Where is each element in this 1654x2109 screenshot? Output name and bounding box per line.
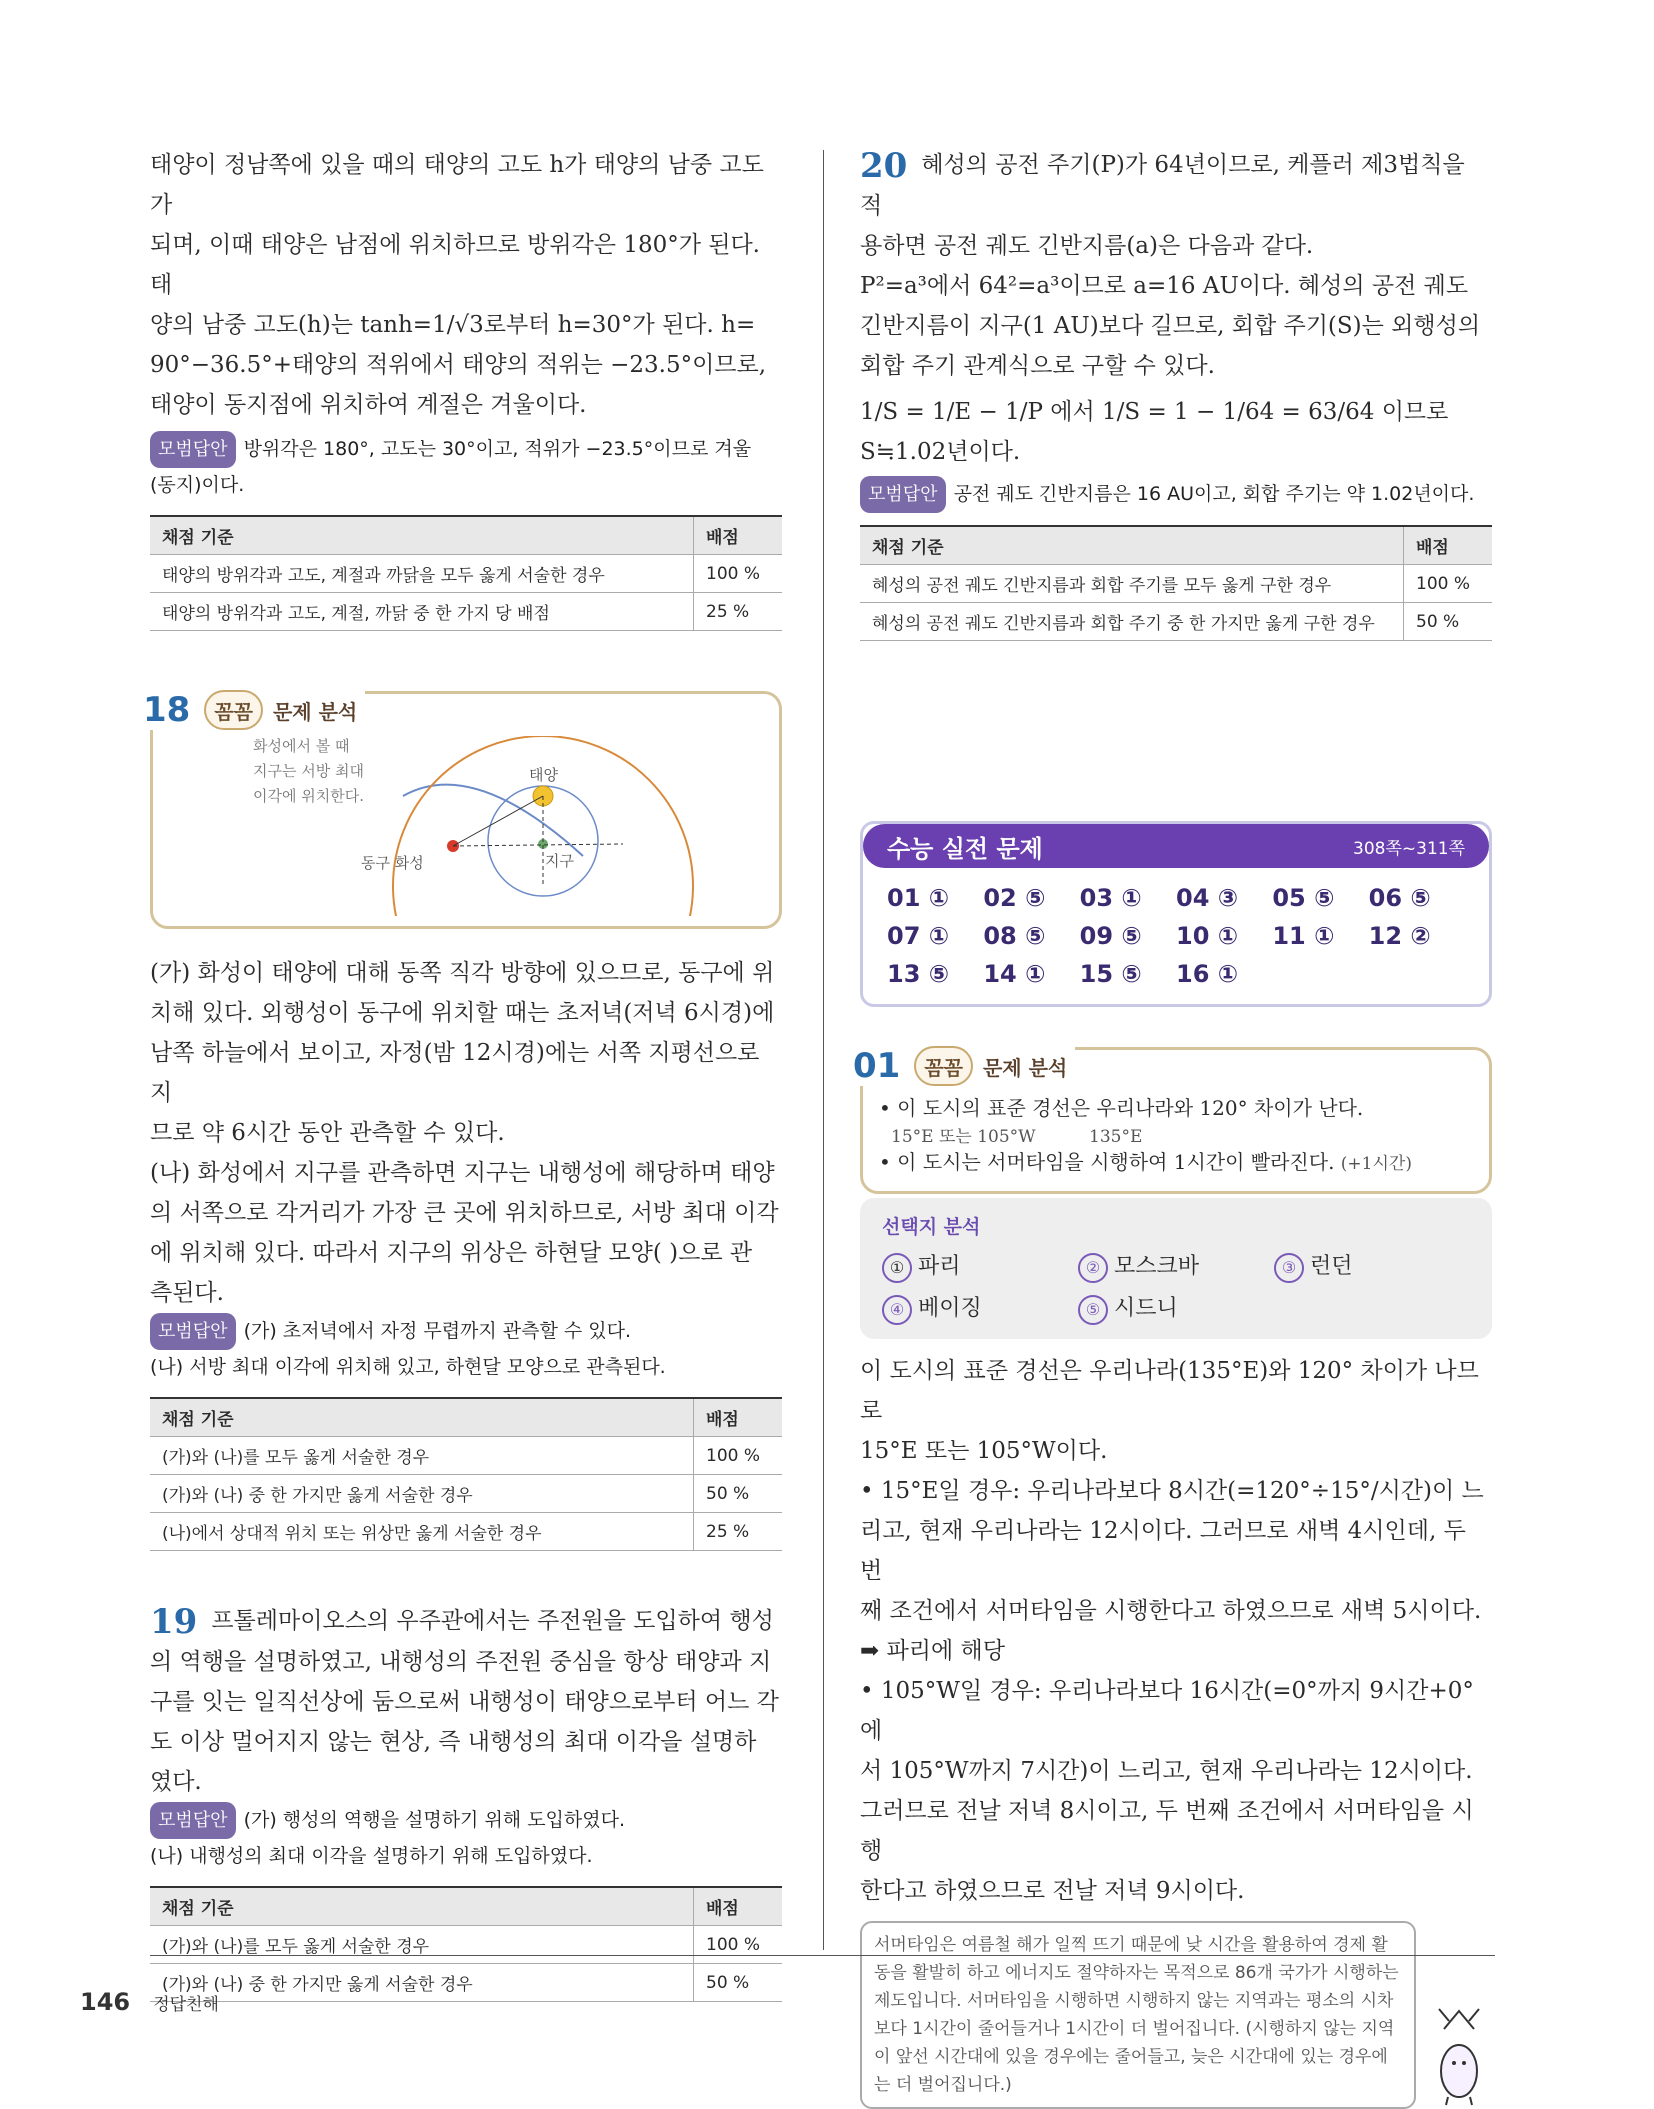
mars-label: 동구 화성 — [361, 854, 424, 872]
choice-text: 베이징 — [918, 1296, 982, 1321]
answer-item: 08 ⑤ — [983, 922, 1046, 950]
table-row — [860, 603, 1492, 641]
q19-line — [150, 1601, 782, 1642]
earth-label: 지구 — [545, 852, 574, 870]
score-header: 배점 — [694, 516, 783, 555]
q20-number: 20 — [860, 146, 908, 186]
q01-line: ➡ 파리에 해당 — [860, 1638, 1005, 1664]
diagram-note: 화성에서 볼 때 — [253, 737, 350, 755]
table-row — [150, 593, 782, 631]
q17-line: 양의 남중 고도(h)는 tanh=1/√3로부터 h=30°가 된다. h= — [150, 312, 756, 338]
q01-line: • 105°W일 경우: 우리나라보다 16시간(=0°까지 9시간+0°에 — [860, 1678, 1474, 1744]
answer-item: 05 ⑤ — [1272, 884, 1335, 912]
q19-model-answer — [150, 1802, 782, 1874]
q18-line: 측된다. — [150, 1280, 224, 1306]
planet-position-diagram — [253, 736, 753, 916]
answer-item: 13 ⑤ — [887, 960, 950, 988]
q20-line: 회합 주기 관계식으로 구할 수 있다. — [860, 353, 1215, 379]
answer-key-title: 수능 실전 문제 — [887, 834, 1043, 863]
analysis-label: 문제 분석 — [982, 1055, 1068, 1080]
score-criterion: (가)와 (나) 중 한 가지만 옳게 서술한 경우 — [150, 1475, 694, 1513]
q19-line: 의 역행을 설명하였고, 내행성의 주전원 중심을 항상 태양과 지 — [150, 1649, 772, 1675]
annotation: 15°E 또는 105°W — [891, 1127, 1036, 1147]
answer-item: 16 ① — [1176, 960, 1239, 988]
mascot-icon — [1424, 1999, 1492, 2109]
table-row — [150, 1437, 782, 1475]
q18-line: 남쪽 하늘에서 보이고, 자정(밤 12시경)에는 서쪽 지평선으로 지 — [150, 1040, 760, 1106]
answer-key-header — [863, 824, 1489, 868]
score-points: 100 % — [1404, 565, 1493, 603]
annotation: (+1시간) — [1340, 1154, 1412, 1174]
q01-line: 15°E 또는 105°W이다. — [860, 1438, 1108, 1464]
model-answer-badge: 모범답안 — [150, 1313, 236, 1350]
score-header: 채점 기준 — [860, 526, 1404, 565]
model-answer-line: 공전 궤도 긴반지름은 16 AU이고, 회합 주기는 약 1.02년이다. — [953, 483, 1475, 505]
sun-label: 태양 — [529, 766, 558, 784]
score-criterion: 태양의 방위각과 고도, 계절, 까닭 중 한 가지 당 배점 — [150, 593, 694, 631]
q01-line: 그러므로 전날 저녁 8시이고, 두 번째 조건에서 서머타임을 시행 — [860, 1798, 1474, 1864]
score-criterion: (가)와 (나)를 모두 옳게 서술한 경우 — [150, 1437, 694, 1475]
model-answer-line: (가) 초저녁에서 자정 무렵까지 관측할 수 있다. — [243, 1320, 632, 1342]
kkomkkom-badge: 꼼꼼 — [914, 1046, 973, 1086]
q01-line: 째 조건에서 서머타임을 시행한다고 하였으므로 새벽 5시이다. — [860, 1598, 1482, 1624]
choice-item — [882, 1249, 1078, 1283]
q17-score-table — [150, 515, 782, 631]
q17-line: 되며, 이때 태양은 남점에 위치하므로 방위각은 180°가 된다. 태 — [150, 232, 760, 298]
q01-bullet-sub — [879, 1122, 1473, 1147]
score-criterion: (가)와 (나) 중 한 가지만 옳게 서술한 경우 — [150, 1964, 694, 2002]
answer-item: 03 ① — [1079, 884, 1142, 912]
q18-line: (가) 화성이 태양에 대해 동쪽 직각 방향에 있으므로, 동구에 위 — [150, 960, 775, 986]
q18-line: 의 서쪽으로 각거리가 가장 큰 곳에 위치하므로, 서방 최대 이각 — [150, 1200, 779, 1226]
q01-line: 서 105°W까지 7시간)이 느리고, 현재 우리나라는 12시이다. — [860, 1758, 1473, 1784]
answer-item: 10 ① — [1176, 922, 1239, 950]
q18-number: 18 — [143, 690, 191, 730]
q20-line: 용하면 공전 궤도 긴반지름(a)은 다음과 같다. — [860, 233, 1314, 259]
choice-text: 런던 — [1310, 1254, 1353, 1279]
q18-explanation — [150, 953, 782, 1313]
score-criterion: 혜성의 공전 궤도 긴반지름과 회합 주기를 모두 옳게 구한 경우 — [860, 565, 1404, 603]
answer-item: 01 ① — [887, 884, 950, 912]
model-answer-badge: 모범답안 — [150, 431, 236, 468]
model-answer-line: (나) 내행성의 최대 이각을 설명하기 위해 도입하였다. — [150, 1845, 593, 1867]
score-points: 25 % — [694, 1513, 783, 1551]
choice-item — [1078, 1291, 1274, 1325]
score-criterion: 태양의 방위각과 고도, 계절과 까닭을 모두 옳게 서술한 경우 — [150, 555, 694, 593]
choice-number: ⑤ — [1078, 1295, 1108, 1325]
answer-key-grid — [863, 868, 1489, 1004]
choice-analysis-title: 선택지 분석 — [882, 1216, 981, 1238]
page-number: 146 — [80, 1988, 131, 2016]
q20-line — [860, 145, 1492, 226]
q18-line: 치해 있다. 외행성이 동구에 위치할 때는 초저녁(저녁 6시경)에 — [150, 1000, 775, 1026]
tip-note-row — [860, 1921, 1492, 2109]
score-criterion: 혜성의 공전 궤도 긴반지름과 회합 주기 중 한 가지만 옳게 구한 경우 — [860, 603, 1404, 641]
q20-score-table — [860, 525, 1492, 641]
q18-line: 므로 약 6시간 동안 관측할 수 있다. — [150, 1120, 505, 1146]
score-points: 25 % — [694, 593, 783, 631]
q18-line: (나) 화성에서 지구를 관측하면 지구는 내행성에 해당하며 태양 — [150, 1160, 775, 1186]
kkomkkom-badge: 꼼꼼 — [204, 690, 263, 730]
score-criterion: (나)에서 상대적 위치 또는 위상만 옳게 서술한 경우 — [150, 1513, 694, 1551]
q20-explanation — [860, 145, 1492, 472]
q17-line: 90°−36.5°+태양의 적위에서 태양의 적위는 −23.5°이므로, — [150, 352, 767, 378]
q20-formula: 1/S = 1/E − 1/P 에서 1/S = 1 − 1/64 = 63/64 이므로 S≒1.02년이다. — [860, 399, 1449, 465]
analysis-label: 문제 분석 — [272, 699, 358, 724]
model-answer-line: 방위각은 180°, 고도는 30°이고, 적위가 −23.5°이므로 겨울 — [243, 438, 752, 460]
score-header: 배점 — [694, 1398, 783, 1437]
diagram-note: 지구는 서방 최대 — [253, 762, 364, 780]
answer-item: 14 ① — [983, 960, 1046, 988]
q19-explanation — [150, 1601, 782, 1802]
bullet-text: • 이 도시는 서머타임을 시행하여 1시간이 빨라진다. — [879, 1150, 1335, 1174]
table-row — [150, 1475, 782, 1513]
q19-score-table — [150, 1886, 782, 2002]
score-points: 50 % — [694, 1964, 783, 2002]
table-row — [150, 1926, 782, 1964]
score-points: 100 % — [694, 1437, 783, 1475]
q17-line: 태양이 동지점에 위치하여 계절은 겨울이다. — [150, 392, 587, 418]
q19-line: 였다. — [150, 1769, 202, 1795]
answer-item: 12 ② — [1368, 922, 1431, 950]
score-header: 배점 — [694, 1887, 783, 1926]
q19-line: 도 이상 멀어지지 않는 현상, 즉 내행성의 최대 이각을 설명하 — [150, 1729, 757, 1755]
q18-score-table — [150, 1397, 782, 1551]
q20-line: 긴반지름이 지구(1 AU)보다 길므로, 회합 주기(S)는 외행성의 — [860, 313, 1481, 339]
tip-note: 서머타임은 여름철 해가 일찍 뜨기 때문에 낮 시간을 활용하여 경제 활동을 활발히 하고 에너지도 절약하자는 목적으로 86개 국가가 시행하는 제도입니다. 서머타임을 시행하면 시행하지 않는 지역과는 평소의 시차보다 1시간이 줄어들거나 1시간이 더 벌어집니다. (시행하지 않는 지역이 앞선 시간대에 있을 경우에는 줄어들고, 늦은 시간대에 있는 경우에는 더 벌어집니다.) — [860, 1921, 1416, 2109]
q01-line: 한다고 하였으므로 전날 저녁 9시이다. — [860, 1878, 1245, 1904]
annotation: 135°E — [1089, 1127, 1143, 1147]
q17-line: 태양이 정남쪽에 있을 때의 태양의 고도 h가 태양의 남중 고도가 — [150, 152, 764, 218]
answer-item: 06 ⑤ — [1368, 884, 1431, 912]
answer-item: 07 ① — [887, 922, 950, 950]
q18-line: 에 위치해 있다. 따라서 지구의 위상은 하현달 모양( )으로 관 — [150, 1240, 753, 1266]
choice-text: 파리 — [918, 1254, 961, 1279]
table-row — [150, 1964, 782, 2002]
q01-line: • 15°E일 경우: 우리나라보다 8시간(=120°÷15°/시간)이 느 — [860, 1478, 1484, 1504]
answer-item: 15 ⑤ — [1079, 960, 1142, 988]
q18-analysis-panel — [143, 690, 782, 929]
orbit-arc — [403, 785, 583, 856]
q19-number: 19 — [150, 1602, 198, 1642]
q01-analysis-panel — [853, 1046, 1492, 1194]
q17-explanation — [150, 145, 782, 425]
left-column — [143, 145, 782, 2002]
model-answer-line: (가) 행성의 역행을 설명하기 위해 도입하였다. — [243, 1809, 625, 1831]
q20-model-answer — [860, 476, 1492, 513]
choice-item — [1274, 1249, 1470, 1283]
choice-item — [1078, 1249, 1274, 1283]
choice-grid — [882, 1249, 1470, 1325]
footer-divider — [150, 1955, 1495, 1956]
model-answer-line: (나) 서방 최대 이각에 위치해 있고, 하현달 모양으로 관측된다. — [150, 1356, 666, 1378]
column-divider — [823, 150, 824, 1950]
table-row — [150, 1513, 782, 1551]
q01-bullet — [879, 1147, 1473, 1179]
choice-number: ③ — [1274, 1253, 1304, 1283]
q01-number: 01 — [853, 1046, 901, 1086]
score-criterion: (가)와 (나)를 모두 옳게 서술한 경우 — [150, 1926, 694, 1964]
answer-item: 02 ⑤ — [983, 884, 1046, 912]
answer-item: 09 ⑤ — [1079, 922, 1142, 950]
q01-bullet: • 이 도시의 표준 경선은 우리나라와 120° 차이가 난다. — [879, 1096, 1364, 1120]
q01-line: 이 도시의 표준 경선은 우리나라(135°E)와 120° 차이가 나므로 — [860, 1358, 1479, 1424]
score-points: 50 % — [694, 1475, 783, 1513]
right-column — [853, 145, 1492, 2109]
model-answer-badge: 모범답안 — [860, 476, 946, 513]
q17-model-answer — [150, 431, 782, 503]
score-points: 100 % — [694, 1926, 783, 1964]
score-header: 채점 기준 — [150, 1398, 694, 1437]
table-row — [860, 565, 1492, 603]
footer-label: 정답친해 — [153, 1995, 219, 2015]
model-answer-badge: 모범답안 — [150, 1802, 236, 1839]
q01-line: 리고, 현재 우리나라는 12시이다. 그러므로 새벽 4시인데, 두 번 — [860, 1518, 1466, 1584]
answer-key-box — [860, 821, 1492, 1007]
q01-explanation — [860, 1351, 1492, 1911]
q19-text: 프톨레마이오스의 우주관에서는 주전원을 도입하여 행성 — [211, 1608, 774, 1634]
q20-text: 혜성의 공전 주기(P)가 64년이므로, 케플러 제3법칙을 적 — [860, 152, 1465, 219]
table-row — [150, 555, 782, 593]
score-header: 배점 — [1404, 526, 1493, 565]
q19-line: 구를 잇는 일직선상에 둠으로써 내행성이 태양으로부터 어느 각 — [150, 1689, 779, 1715]
choice-item — [882, 1291, 1078, 1325]
choice-analysis-box — [860, 1198, 1492, 1339]
score-header: 채점 기준 — [150, 516, 694, 555]
q20-line: P²=a³에서 64²=a³이므로 a=16 AU이다. 혜성의 공전 궤도 — [860, 273, 1469, 299]
choice-number: ② — [1078, 1253, 1108, 1283]
choice-number: ④ — [882, 1295, 912, 1325]
score-points: 100 % — [694, 555, 783, 593]
answer-item: 11 ① — [1272, 922, 1335, 950]
choice-text: 시드니 — [1114, 1296, 1178, 1321]
choice-text: 모스크바 — [1114, 1254, 1200, 1279]
answer-item: 04 ③ — [1176, 884, 1239, 912]
model-answer-line: (동지)이다. — [150, 474, 245, 496]
score-points: 50 % — [1404, 603, 1493, 641]
q18-model-answer — [150, 1313, 782, 1385]
page-footer — [80, 1988, 219, 2016]
choice-number: ① — [882, 1253, 912, 1283]
answer-key-pages: 308쪽~311쪽 — [1353, 838, 1465, 859]
diagram-note: 이각에 위치한다. — [253, 787, 364, 805]
score-header: 채점 기준 — [150, 1887, 694, 1926]
